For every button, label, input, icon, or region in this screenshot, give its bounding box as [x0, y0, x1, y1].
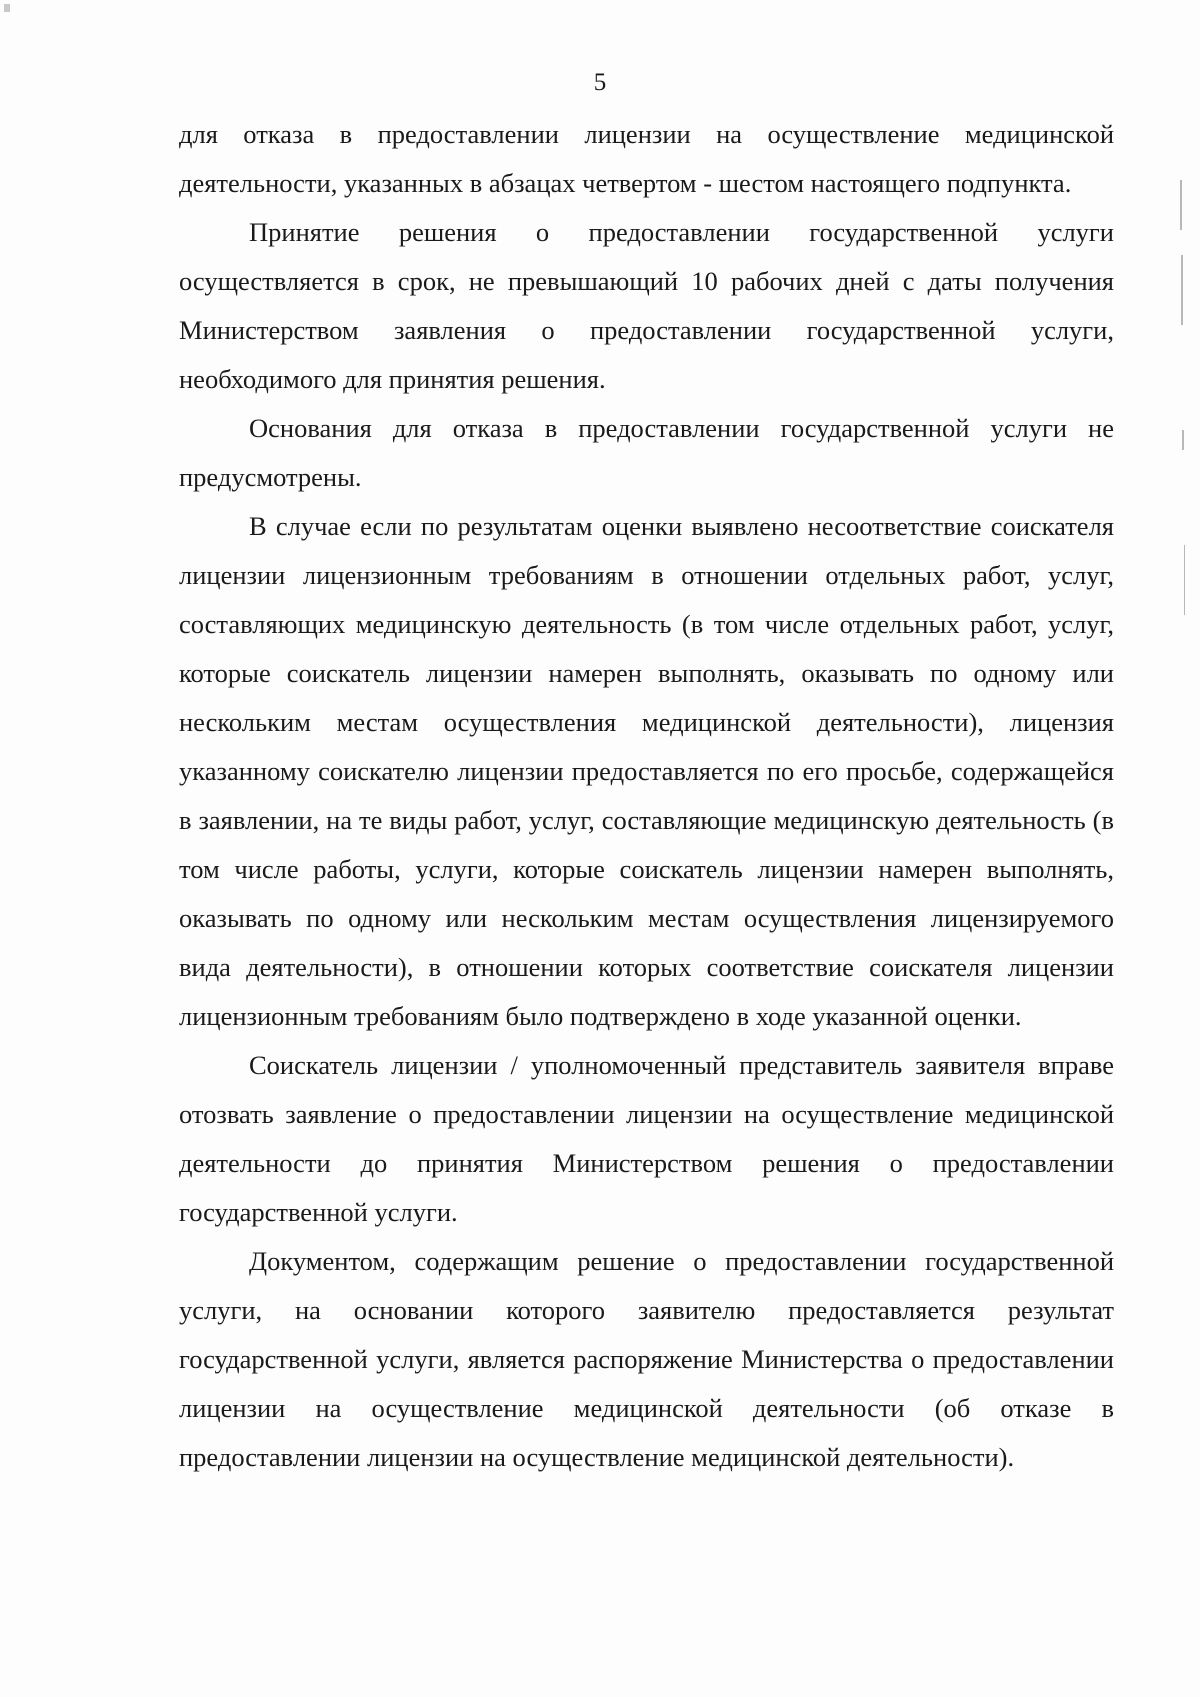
scan-artifact	[1181, 255, 1183, 325]
scan-artifact	[4, 4, 10, 12]
paragraph-1: для отказа в предоставлении лицензии на осуществление медицинской деятельности, указанных в абзацах четвертом - шестом настоящего подпункта.	[179, 119, 1114, 198]
scan-artifact	[1180, 180, 1182, 230]
paragraph-4: В случае если по результатам оценки выявлено несоответствие соискателя лицензии лицензионным требованиям в отношении отдельных работ, услуг, составляющих медицинскую деятельность (в том числе отдельных работ, услуг, которые соискатель лицензии намерен выполнять, оказывать по одному или нескольким местам осуществления медицинской деятельности), лицензия указанному соискателю лицензии предоставляется по его просьбе, содержащейся в заявлении, на те виды работ, услуг, составляющие медицинскую деятельность (в том числе работы, услуги, которые соискатель лицензии намерен выполнять, оказывать по одному или нескольким местам осуществления лицензируемого вида деятельности), в отношении которых соответствие соискателя лицензии лицензионным требованиям было подтверждено в ходе указанной оценки.	[179, 511, 1114, 1031]
paragraph-3: Основания для отказа в предоставлении государственной услуги не предусмотрены.	[179, 413, 1114, 492]
page-number: 5	[593, 69, 607, 96]
paragraph-5: Соискатель лицензии / уполномоченный представитель заявителя вправе отозвать заявление о предоставлении лицензии на осуществление медицинской деятельности до принятия Министерством решения о предоставлении государственной услуги.	[179, 1050, 1114, 1227]
scan-artifact	[1184, 545, 1185, 615]
paragraph-2: Принятие решения о предоставлении государственной услуги осуществляется в срок, не превышающий 10 рабочих дней с даты получения Министерством заявления о предоставлении государственной услуги, необходимого для принятия решения.	[179, 217, 1114, 394]
scan-artifact	[1182, 430, 1184, 450]
paragraph-6: Документом, содержащим решение о предоставлении государственной услуги, на основании которого заявителю предоставляется результат государственной услуги, является распоряжение Министерства о предоставлении лицензии на осуществление медицинской деятельности (об отказе в предоставлении лицензии на осуществление медицинской деятельности).	[179, 1246, 1114, 1472]
body-text	[179, 110, 1114, 1482]
